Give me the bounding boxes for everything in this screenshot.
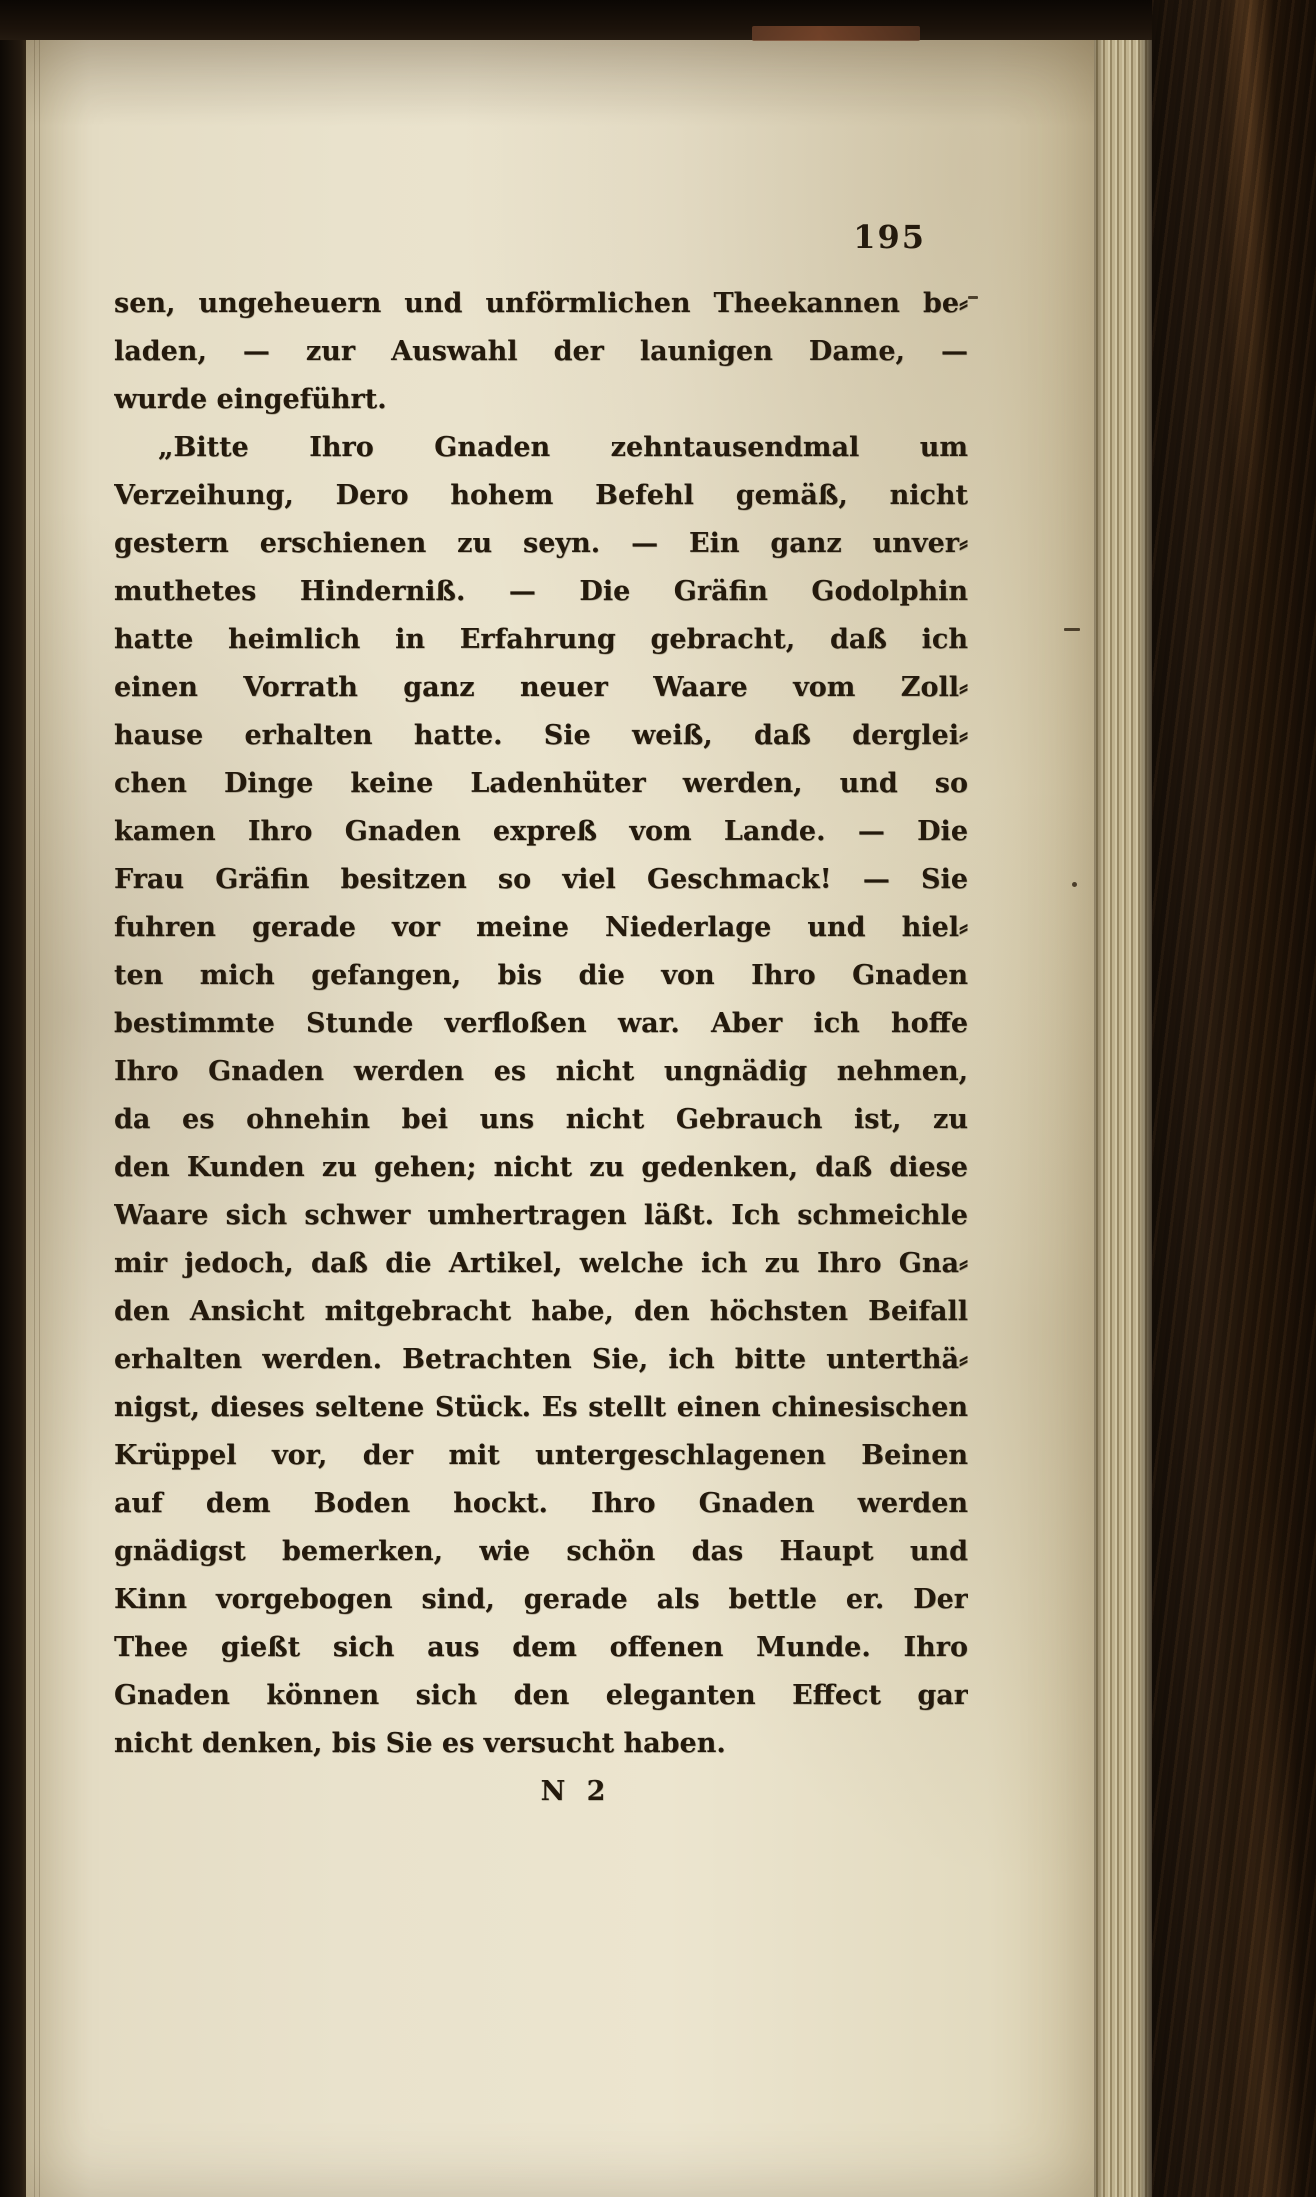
text-line: nicht denken, bis Sie es versucht haben. [114, 1728, 726, 1759]
cover-texture [1146, 0, 1316, 2197]
text-line: kamen Ihro Gnaden expreß vom Lande. — Die [114, 816, 968, 847]
text-line: hatte heimlich in Erfahrung gebracht, daß ich [114, 624, 968, 655]
book-top-edge [0, 0, 1152, 40]
ink-speck [1064, 628, 1080, 631]
spine-label-fragment [752, 26, 920, 41]
ink-speck [968, 296, 978, 299]
text-line: nigst, dieses seltene Stück. Es stellt einen chinesischen [114, 1392, 968, 1423]
text-line: hause erhalten hatte. Sie weiß, daß derglei⸗ [114, 720, 968, 751]
text-line: auf dem Boden hockt. Ihro Gnaden werden [114, 1488, 968, 1519]
text-line: muthetes Hinderniß. — Die Gräfin Godolphin [114, 576, 968, 607]
text-line: fuhren gerade vor meine Niederlage und hiel⸗ [114, 912, 968, 943]
text-line: erhalten werden. Betrachten Sie, ich bitte unterthä⸗ [114, 1344, 968, 1375]
text-line: bestimmte Stunde verfloßen war. Aber ich hoffe [114, 1008, 968, 1039]
text-line: einen Vorrath ganz neuer Waare vom Zoll⸗ [114, 672, 968, 703]
text-line: Kinn vorgebogen sind, gerade als bettle er. Der [114, 1584, 968, 1615]
text-line: Krüppel vor, der mit untergeschlagenen Beinen [114, 1440, 968, 1471]
text-line: Ihro Gnaden werden es nicht ungnädig nehmen, [114, 1056, 968, 1087]
text-line: „Bitte Ihro Gnaden zehntausendmal um [158, 432, 968, 463]
text-line: Gnaden können sich den eleganten Effect gar [114, 1680, 968, 1711]
text-line: chen Dinge keine Ladenhüter werden, und so [114, 768, 968, 799]
text-line: sen, ungeheuern und unförmlichen Theekannen be⸗ [114, 288, 968, 319]
text-line: wurde eingeführt. [114, 384, 387, 415]
text-line: mir jedoch, daß die Artikel, welche ich zu Ihro Gna⸗ [114, 1248, 968, 1279]
text-line: da es ohnehin bei uns nicht Gebrauch ist, zu [114, 1104, 968, 1135]
book-gutter-edge [0, 0, 28, 2197]
book-cover-edge [1146, 0, 1316, 2197]
page-text-block [114, 280, 968, 1816]
text-line: Thee gießt sich aus dem offenen Munde. Ihro [114, 1632, 968, 1663]
text-line: laden, — zur Auswahl der launigen Dame, — [114, 336, 968, 367]
text-line: gnädigst bemerken, wie schön das Haupt und [114, 1536, 968, 1567]
text-line: ten mich gefangen, bis die von Ihro Gnaden [114, 960, 968, 991]
signature-mark: N 2 [540, 1776, 612, 1807]
text-line: Verzeihung, Dero hohem Befehl gemäß, nicht [114, 480, 968, 511]
page-number: 195 [853, 218, 926, 256]
text-line: den Kunden zu gehen; nicht zu gedenken, daß diese [114, 1152, 968, 1183]
ink-speck [1072, 882, 1077, 887]
text-line: Frau Gräfin besitzen so viel Geschmack! — Sie [114, 864, 968, 895]
book-page [26, 40, 1094, 2197]
page-crease-lines [34, 40, 44, 2197]
text-line: den Ansicht mitgebracht habe, den höchsten Beifall [114, 1296, 968, 1327]
text-line: Waare sich schwer umhertragen läßt. Ich schmeichle [114, 1200, 968, 1231]
text-line: gestern erschienen zu seyn. — Ein ganz unver⸗ [114, 528, 968, 559]
page-stack-edge [1094, 36, 1152, 2197]
